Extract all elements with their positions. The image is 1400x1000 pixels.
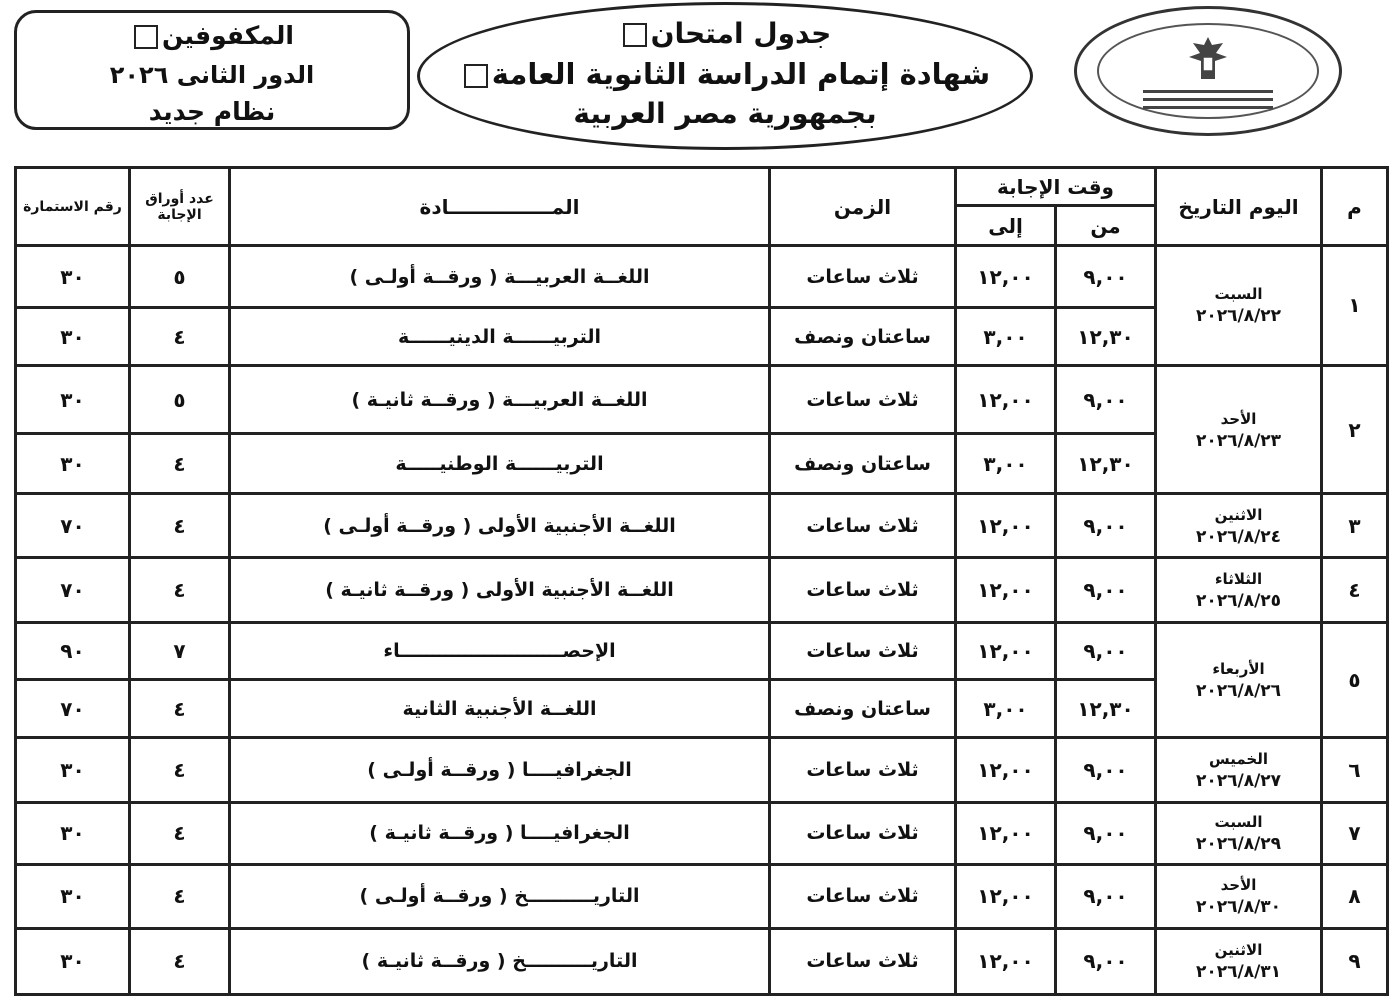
col-answer-time: وقت الإجابة	[956, 168, 1156, 206]
serial-cell: ٣	[1322, 494, 1388, 558]
subject-cell: الجغرافيــــا ( ورقــة ثانيـة )	[230, 802, 770, 864]
checkbox-icon	[464, 64, 488, 88]
day-date-cell	[1156, 622, 1322, 738]
table-row	[16, 864, 1388, 928]
duration-cell: ثلاث ساعات	[770, 864, 956, 928]
form-no-cell: ٣٠	[16, 928, 130, 994]
form-no-cell: ٣٠	[16, 365, 130, 433]
exam-schedule-table	[14, 166, 1389, 996]
sheets-cell: ٥	[130, 365, 230, 433]
col-sheets: عدد أوراق الإجابة	[130, 168, 230, 246]
time-to-cell: ١٢,٠٠	[956, 558, 1056, 622]
day-name: السبت	[1214, 285, 1263, 304]
duration-cell: ثلاث ساعات	[770, 928, 956, 994]
exam-date: ٢٠٢٦/٨/٣١	[1195, 962, 1282, 983]
time-from-cell: ٩,٠٠	[1056, 246, 1156, 308]
time-to-cell: ١٢,٠٠	[956, 928, 1056, 994]
subject-cell: اللغــة الأجنبية الأولى ( ورقــة أولـى )	[230, 494, 770, 558]
serial-cell: ٤	[1322, 558, 1388, 622]
table-row	[16, 802, 1388, 864]
day-date-cell	[1156, 246, 1322, 366]
exam-date: ٢٠٢٦/٨/٢٧	[1195, 770, 1282, 791]
exam-date: ٢٠٢٦/٨/٢٣	[1195, 430, 1282, 451]
day-name: الأربعاء	[1212, 659, 1265, 678]
subject-cell: التربيــــــة الدينيــــــة	[230, 308, 770, 366]
time-to-cell: ١٢,٠٠	[956, 246, 1056, 308]
col-subject: المـــــــــــــــادة	[230, 168, 770, 246]
serial-cell: ٦	[1322, 738, 1388, 802]
subject-cell: الإحصـــــــــــــــــــــــــاء	[230, 622, 770, 680]
time-to-cell: ١٢,٠٠	[956, 864, 1056, 928]
checkbox-icon	[134, 25, 158, 49]
table-row	[16, 494, 1388, 558]
day-date-cell	[1156, 558, 1322, 622]
country-title: بجمهورية مصر العربية	[573, 97, 877, 130]
day-name: الأحد	[1220, 409, 1257, 428]
day-name: الاثنين	[1214, 941, 1263, 960]
exam-date: ٢٠٢٦/٨/٢٦	[1195, 680, 1282, 701]
form-no-cell: ٩٠	[16, 622, 130, 680]
certificate-title: شهادة إتمام الدراسة الثانوية العامة	[491, 57, 991, 91]
schedule-body	[16, 246, 1388, 995]
day-date-cell	[1156, 928, 1322, 994]
subject-cell: اللغــة الأجنبية الثانية	[230, 680, 770, 738]
sheets-cell: ٤	[130, 494, 230, 558]
duration-cell: ثلاث ساعات	[770, 558, 956, 622]
table-row	[16, 738, 1388, 802]
sheets-cell: ٤	[130, 864, 230, 928]
duration-cell: ساعتان ونصف	[770, 308, 956, 366]
time-from-cell: ١٢,٣٠	[1056, 308, 1156, 366]
exam-title-line	[420, 17, 1030, 50]
sheets-cell: ٤	[130, 738, 230, 802]
form-no-cell: ٣٠	[16, 738, 130, 802]
serial-cell: ٨	[1322, 864, 1388, 928]
exam-title: جدول امتحان	[650, 17, 832, 50]
day-date-cell	[1156, 494, 1322, 558]
table-row	[16, 246, 1388, 308]
day-name: الثلاثاء	[1214, 569, 1263, 588]
form-no-cell: ٧٠	[16, 680, 130, 738]
checkbox-icon	[623, 23, 647, 47]
form-no-cell: ٧٠	[16, 558, 130, 622]
session-label: الدور الثانى ٢٠٢٦	[109, 61, 315, 89]
form-no-cell: ٣٠	[16, 434, 130, 494]
duration-cell: ثلاث ساعات	[770, 738, 956, 802]
sheets-cell: ٤	[130, 434, 230, 494]
subject-cell: الجغرافيــــا ( ورقــة أولـى )	[230, 738, 770, 802]
col-duration: الزمن	[770, 168, 956, 246]
duration-cell: ساعتان ونصف	[770, 434, 956, 494]
day-name: الاثنين	[1214, 505, 1263, 524]
day-date-cell	[1156, 802, 1322, 864]
form-no-cell: ٣٠	[16, 802, 130, 864]
form-no-cell: ٣٠	[16, 864, 130, 928]
exam-title-ellipse	[417, 2, 1033, 150]
sheets-cell: ٧	[130, 622, 230, 680]
time-from-cell: ١٢,٣٠	[1056, 680, 1156, 738]
duration-cell: ساعتان ونصف	[770, 680, 956, 738]
time-from-cell: ٩,٠٠	[1056, 622, 1156, 680]
table-row	[16, 928, 1388, 994]
day-date-cell	[1156, 365, 1322, 493]
exam-date: ٢٠٢٦/٨/٢٢	[1195, 306, 1282, 327]
subject-cell: اللغــة الأجنبية الأولى ( ورقــة ثانيـة )	[230, 558, 770, 622]
day-name: الأحد	[1220, 876, 1257, 895]
serial-cell: ١	[1322, 246, 1388, 366]
time-from-cell: ٩,٠٠	[1056, 738, 1156, 802]
time-to-cell: ٣,٠٠	[956, 680, 1056, 738]
table-row	[16, 622, 1388, 680]
form-no-cell: ٣٠	[16, 308, 130, 366]
col-form-no: رقم الاستمارة	[16, 168, 130, 246]
serial-cell: ٧	[1322, 802, 1388, 864]
table-row	[16, 558, 1388, 622]
serial-cell: ٥	[1322, 622, 1388, 738]
sheets-cell: ٤	[130, 802, 230, 864]
sheets-cell: ٤	[130, 308, 230, 366]
info-box	[14, 10, 410, 130]
subject-cell: التاريــــــــــخ ( ورقــة ثانيـة )	[230, 928, 770, 994]
sheets-cell: ٤	[130, 680, 230, 738]
form-no-cell: ٣٠	[16, 246, 130, 308]
sheets-cell: ٤	[130, 928, 230, 994]
day-date-cell	[1156, 864, 1322, 928]
exam-date: ٢٠٢٦/٨/٣٠	[1195, 897, 1282, 918]
header-row	[16, 168, 1388, 206]
col-to: إلى	[956, 206, 1056, 246]
system-label: نظام جديد	[148, 97, 276, 126]
duration-cell: ثلاث ساعات	[770, 622, 956, 680]
ministry-seal-logo	[1074, 6, 1342, 136]
time-to-cell: ١٢,٠٠	[956, 494, 1056, 558]
time-from-cell: ٩,٠٠	[1056, 494, 1156, 558]
subject-cell: التربيــــــة الوطنيـــــة	[230, 434, 770, 494]
time-from-cell: ١٢,٣٠	[1056, 434, 1156, 494]
duration-cell: ثلاث ساعات	[770, 494, 956, 558]
seal-text-lines	[1143, 85, 1273, 114]
exam-date: ٢٠٢٦/٨/٢٩	[1195, 834, 1282, 855]
time-from-cell: ٩,٠٠	[1056, 802, 1156, 864]
sheets-cell: ٤	[130, 558, 230, 622]
col-day-date: اليوم التاريخ	[1156, 168, 1322, 246]
day-name: السبت	[1214, 813, 1263, 832]
time-to-cell: ٣,٠٠	[956, 308, 1056, 366]
day-date-cell	[1156, 738, 1322, 802]
col-serial: م	[1322, 168, 1388, 246]
subject-cell: اللغــة العربيـــة ( ورقــة أولـى )	[230, 246, 770, 308]
time-to-cell: ١٢,٠٠	[956, 738, 1056, 802]
subject-cell: اللغــة العربيـــة ( ورقــة ثانيـة )	[230, 365, 770, 433]
certificate-line	[420, 57, 1030, 91]
exam-date: ٢٠٢٦/٨/٢٥	[1195, 590, 1282, 611]
day-name: الخميس	[1209, 749, 1268, 768]
time-to-cell: ١٢,٠٠	[956, 365, 1056, 433]
category-label: المكفوفين	[162, 21, 294, 50]
time-from-cell: ٩,٠٠	[1056, 558, 1156, 622]
category-line	[17, 21, 407, 50]
time-to-cell: ١٢,٠٠	[956, 622, 1056, 680]
duration-cell: ثلاث ساعات	[770, 802, 956, 864]
table-row	[16, 365, 1388, 433]
serial-cell: ٢	[1322, 365, 1388, 493]
sheets-cell: ٥	[130, 246, 230, 308]
form-no-cell: ٧٠	[16, 494, 130, 558]
eagle-emblem-icon	[1185, 35, 1231, 83]
subject-cell: التاريــــــــــخ ( ورقــة أولـى )	[230, 864, 770, 928]
serial-cell: ٩	[1322, 928, 1388, 994]
time-to-cell: ١٢,٠٠	[956, 802, 1056, 864]
duration-cell: ثلاث ساعات	[770, 246, 956, 308]
time-from-cell: ٩,٠٠	[1056, 864, 1156, 928]
duration-cell: ثلاث ساعات	[770, 365, 956, 433]
exam-date: ٢٠٢٦/٨/٢٤	[1195, 526, 1282, 547]
time-to-cell: ٣,٠٠	[956, 434, 1056, 494]
col-from: من	[1056, 206, 1156, 246]
time-from-cell: ٩,٠٠	[1056, 365, 1156, 433]
time-from-cell: ٩,٠٠	[1056, 928, 1156, 994]
